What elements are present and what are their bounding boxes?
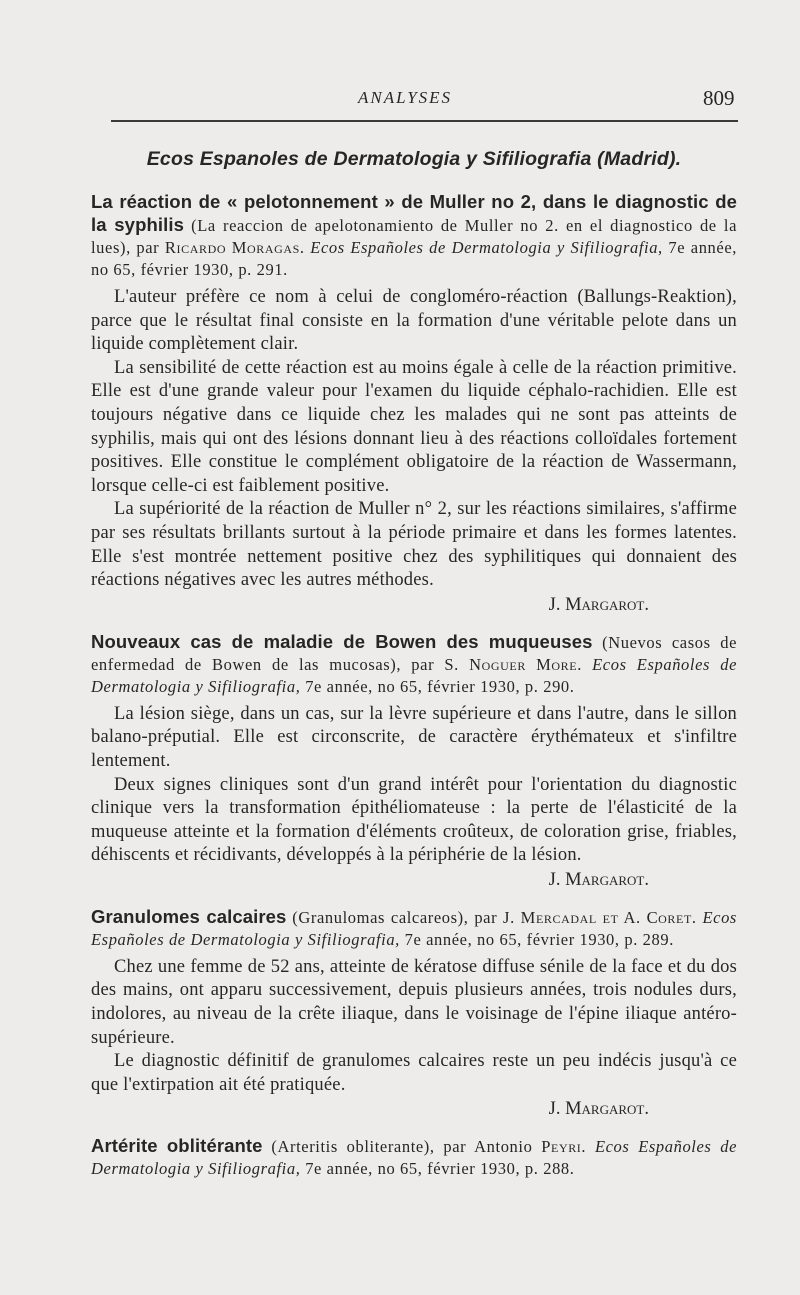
article-4 (91, 1135, 737, 1180)
article-paragraph: La lésion siège, dans un cas, sur la lèvre supérieure et dans l'autre, dans le sillon balano-préputial. Elle est circonscrite, de caractère érythémateux et s'infiltre lentement. (91, 703, 737, 771)
article-2 (91, 631, 737, 892)
article-journal: Ecos Españoles de Dermatologia y Sifiliografia, (91, 907, 737, 949)
article-journal: Ecos Españoles de Dermatologia y Sifiliografia, (91, 654, 737, 696)
article-paragraph: L'auteur préfère ce nom à celui de congloméro-réaction (Ballungs-Reaktion), parce que le résultat final consiste en la formation d'une véritable pelote dans un liquide complètement clair. (91, 287, 737, 355)
article-signature: J. Margarot. (548, 869, 649, 890)
article-journal: Ecos Españoles de Dermatologia y Sifiliografia, (310, 238, 663, 257)
article-signature: J. Margarot. (548, 1099, 649, 1120)
article-paragraph: La sensibilité de cette réaction est au moins égale à celle de la réaction primitive. Elle est d'une grande valeur pour l'examen du liquide céphalo-rachidien. Elle est toujours négative dans ce liquide chez les malades qui ne sont pas atteints de syphilis, mais qui ont des lésions donnant lieu à des réactions colloïdales fortement positives. Elle constitue le complément obligatoire de la réaction de Wassermann, lorsque celle-ci est faiblement positive. (91, 357, 737, 496)
header-rule (111, 120, 738, 122)
article-details: 7e année, no 65, février 1930, p. 291. (91, 238, 737, 279)
article-details: 7e année, no 65, février 1930, p. 290. (305, 676, 575, 696)
article-reference: (La reaccion de apelotonamiento de Muller no 2. en el diagnostico de la lues), par (91, 216, 737, 257)
article-author: Mercadal et A. Coret. (520, 907, 697, 927)
article-paragraph: La supériorité de la réaction de Muller n° 2, sur les réactions similaires, s'affirme par ses résultats brillants surtout à la période primaire et dans les formes latentes. Elle s'est montrée nettement positive chez des syphilitiques qui donnaient des réactions négatives avec les autres méthodes. (91, 499, 737, 591)
article-heading (91, 191, 737, 281)
article-author: Ricardo Moragas. (164, 238, 305, 257)
article-3 (91, 906, 737, 1122)
article-reference: (Nuevos casos de enfermedad de Bowen de las mucosas), par S. (91, 632, 737, 674)
article-signature: J. Margarot. (548, 594, 649, 615)
article-title: La réaction de « pelotonnement » de Muller no 2, dans le diagnostic de la syphilis (91, 191, 737, 235)
page-header (0, 86, 800, 110)
article-heading (91, 906, 737, 951)
article-paragraph: Le diagnostic définitif de granulomes calcaires reste un peu indécis jusqu'à ce que l'extirpation ait été pratiquée. (91, 1051, 737, 1095)
article-details: 7e année, no 65, février 1930, p. 289. (404, 929, 674, 949)
article-reference: (Granulomas calcareos), par J. (292, 907, 515, 927)
journal-section-title: Ecos Espanoles de Dermatologia y Sifiliografia (Madrid). (146, 148, 682, 170)
article-heading (91, 1135, 737, 1180)
article-reference: (Arteritis obliterante), par Antonio (271, 1137, 533, 1157)
article-title: Nouveaux cas de maladie de Bowen des muqueuses (91, 630, 593, 652)
article-paragraph: Deux signes cliniques sont d'un grand intérêt pour l'orientation du diagnostic clinique vers la transformation épithéliomateuse : la perte de l'élasticité de la muqueuse atteinte et la formation d'éléments croûteux, de coloration grise, friables, déhiscents et récidivants, développés à la périphérie de la lésion. (91, 774, 737, 866)
article-author: Noguer More. (469, 654, 582, 674)
article-paragraph: Chez une femme de 52 ans, atteinte de kératose diffuse sénile de la face et du dos des mains, ont apparu successivement, depuis plusieurs années, trois nodules durs, indolores, au niveau de la crête iliaque, dans le voisinage de l'épine iliaque antéro-supérieure. (91, 956, 737, 1048)
article-details: 7e année, no 65, février 1930, p. 288. (305, 1159, 575, 1179)
page-number: 809 (703, 86, 735, 110)
article-author: Peyri. (541, 1137, 587, 1157)
running-title: ANALYSES (358, 88, 453, 107)
article-title: Granulomes calcaires (91, 905, 287, 927)
article-title: Artérite oblitérante (91, 1135, 263, 1157)
article-heading (91, 631, 737, 698)
article-journal: Ecos Españoles de Dermatologia y Sifiliografia, (91, 1137, 737, 1179)
text-column (91, 148, 737, 1194)
article-1 (91, 191, 737, 617)
